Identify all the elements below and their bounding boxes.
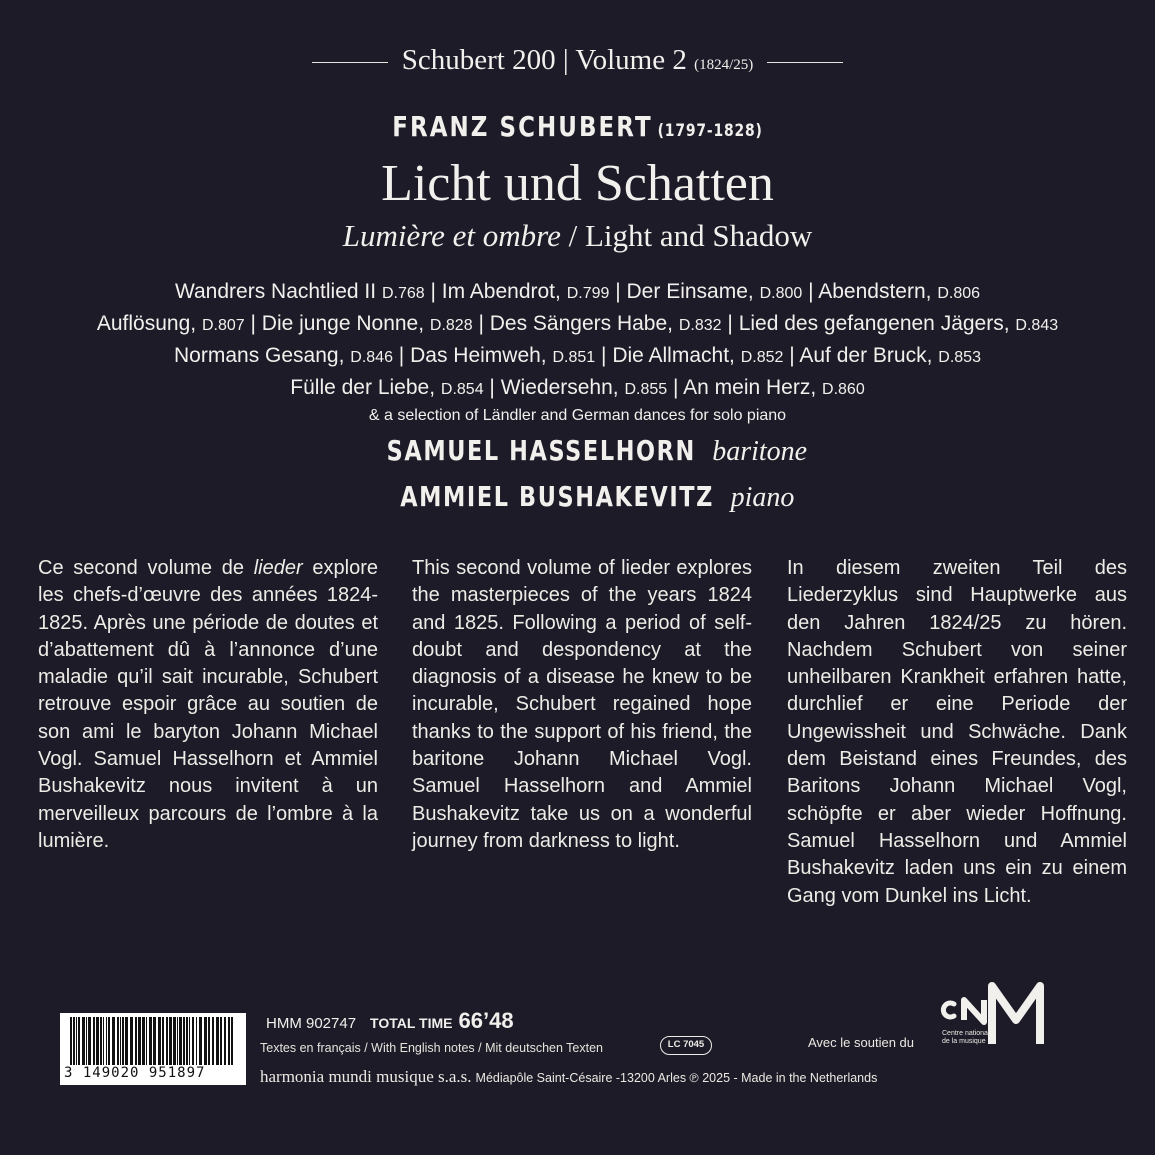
track-title: Auflösung, bbox=[96, 312, 197, 335]
track-separator: | bbox=[392, 344, 411, 367]
notes-german: In diesem zweiten Teil des Liederzyklus sind Hauptwerke aus den Jahren 1824/25 zu hören. Nachdem Schubert von seiner unheilbaren Krankheit erfahren hatte, durchlief er eine Periode der Ungewissheit und Schwäche. Dank dem Beistand eines Freundes, des Baritons Johann Michael Vogl, schöpfte er aber wieder Hoffnung. Samuel Hasselhorn und Ammiel Bushakevitz laden uns ein zu einem Gang vom Dunkel ins Licht. bbox=[787, 557, 1127, 907]
barcode-bar bbox=[228, 1017, 230, 1065]
barcode-bar bbox=[189, 1017, 190, 1065]
barcode-bar bbox=[130, 1017, 133, 1065]
track-separator: | bbox=[244, 312, 262, 335]
track-title: Die Allmacht, bbox=[612, 344, 735, 367]
performer-name: SAMUEL HASSELHORN bbox=[386, 434, 696, 467]
track-separator: | bbox=[609, 280, 627, 303]
header-rule-left bbox=[312, 62, 388, 64]
series-header: Schubert 200 | Volume 2 (1824/25) bbox=[0, 44, 1155, 77]
barcode-bar bbox=[179, 1017, 182, 1065]
barcode-bar bbox=[100, 1017, 102, 1065]
barcode-bar bbox=[135, 1017, 137, 1065]
performer-role: piano bbox=[730, 482, 795, 513]
track-deutsch-number: D.852 bbox=[740, 349, 784, 366]
track-title: Die junge Nonne, bbox=[261, 312, 425, 335]
track-deutsch-number: D.853 bbox=[938, 349, 981, 366]
barcode-bar bbox=[93, 1017, 95, 1065]
track-separator: | bbox=[802, 280, 819, 303]
track-deutsch-number: D.860 bbox=[822, 381, 865, 398]
track-title: Im Abendrot, bbox=[441, 280, 561, 303]
barcode-bar bbox=[106, 1017, 107, 1065]
performers bbox=[0, 434, 1155, 526]
track-deutsch-number: D.807 bbox=[201, 317, 245, 334]
performer-baritone bbox=[0, 434, 1155, 480]
track-separator: | bbox=[667, 376, 684, 399]
barcode-bar bbox=[76, 1017, 77, 1065]
total-time: 66’48 bbox=[458, 1008, 514, 1033]
track-title: Der Einsame, bbox=[626, 280, 754, 303]
track-title: Abendstern, bbox=[818, 280, 932, 303]
track-deutsch-number: D.799 bbox=[566, 285, 610, 302]
barcode-number: 3 149020 951897 bbox=[64, 1065, 206, 1081]
support-text: Avec le soutien du bbox=[808, 1035, 914, 1050]
barcode-bar bbox=[73, 1017, 75, 1065]
barcode-bar bbox=[199, 1017, 202, 1065]
barcode-bar bbox=[108, 1017, 110, 1065]
barcode-bar bbox=[162, 1017, 164, 1065]
subtitle-french: Lumière et ombre bbox=[342, 218, 561, 253]
notes-french-rest: explore les chefs-d’œuvre des années 1824-1825. Après une période de doutes et d’abattement dû à l’annonce d’une maladie qu’il sait incurable, Schubert retrouve espoir grâce au soutien de son ami le baryton Johann Michael Vogl. Samuel Hasselhorn et Ammiel Bushakevitz nous invitent à un merveilleux parcours de l’ombre à la lumière. bbox=[38, 557, 378, 852]
track-deutsch-number: D.846 bbox=[350, 349, 393, 366]
track-deutsch-number: D.851 bbox=[552, 349, 596, 366]
label-code-badge: LC 7045 bbox=[660, 1036, 712, 1055]
barcode-bar bbox=[212, 1017, 214, 1065]
track-deutsch-number: D.828 bbox=[429, 317, 473, 334]
header-rule-right bbox=[767, 62, 843, 64]
label-address: Médiapôle Saint-Césaire -13200 Arles ℗ 2025 - Made in the Netherlands bbox=[475, 1071, 878, 1085]
track-deutsch-number: D.800 bbox=[759, 285, 803, 302]
track-separator: | bbox=[595, 344, 613, 367]
barcode-bar bbox=[153, 1017, 156, 1065]
track-title: An mein Herz, bbox=[683, 376, 817, 399]
track-title: Fülle der Liebe, bbox=[290, 376, 436, 399]
track-title: Wiedersehn, bbox=[500, 376, 619, 399]
track-deutsch-number: D.768 bbox=[381, 285, 425, 302]
track-title: Lied des gefangenen Jägers, bbox=[738, 312, 1010, 335]
track-list bbox=[0, 277, 1155, 427]
barcode-bar bbox=[146, 1017, 147, 1065]
track-separator: | bbox=[721, 312, 739, 335]
barcode-bar bbox=[70, 1017, 72, 1065]
languages-line: Textes en français / With English notes / Mit deutschen Texten bbox=[260, 1041, 603, 1055]
cnm-line: de la musique bbox=[942, 1038, 986, 1045]
barcode-bar bbox=[103, 1017, 104, 1065]
barcode-bar bbox=[220, 1017, 222, 1065]
barcode-bar bbox=[138, 1017, 141, 1065]
barcode-bar bbox=[117, 1017, 119, 1065]
album-subtitle bbox=[0, 218, 1155, 254]
barcode-bar bbox=[166, 1017, 168, 1065]
track-title: Das Heimweh, bbox=[410, 344, 547, 367]
barcode-bar bbox=[208, 1017, 210, 1065]
label-line bbox=[260, 1067, 877, 1087]
barcode bbox=[60, 1013, 246, 1085]
track-title: Des Sängers Habe, bbox=[489, 312, 674, 335]
track-separator: | bbox=[472, 312, 490, 335]
barcode-bar bbox=[224, 1017, 226, 1065]
track-deutsch-number: D.854 bbox=[440, 381, 484, 398]
track-deutsch-number: D.806 bbox=[937, 285, 981, 302]
barcode-bar bbox=[120, 1017, 121, 1065]
series-name: Schubert 200 bbox=[401, 44, 556, 76]
subtitle-separator: / bbox=[568, 218, 578, 253]
track-separator: | bbox=[783, 344, 800, 367]
track-deutsch-number: D.832 bbox=[678, 317, 722, 334]
composer-name: FRANZ SCHUBERT bbox=[392, 110, 653, 143]
notes-english: This second volume of lieder explores the masterpieces of the years 1824 and 1825. Following a period of self-doubt and despondency at the diagnosis of a disease he knew to be incurable, Schubert regained hope thanks to the support of his friend, the baritone Johann Michael Vogl. Samuel Hasselhorn and Ammiel Bushakevitz take us on a wonderful journey from darkness to light. bbox=[412, 557, 752, 852]
barcode-bar bbox=[96, 1017, 99, 1065]
barcode-bar bbox=[142, 1017, 145, 1065]
track-separator: | bbox=[483, 376, 501, 399]
barcode-bar bbox=[216, 1017, 219, 1065]
subtitle-english: Light and Shadow bbox=[584, 218, 813, 253]
barcode-bar bbox=[192, 1017, 194, 1065]
catalog-info bbox=[266, 1008, 514, 1034]
barcode-bar bbox=[149, 1017, 152, 1065]
barcode-bar bbox=[112, 1017, 115, 1065]
barcode-bar bbox=[88, 1017, 91, 1065]
barcode-bar bbox=[82, 1017, 85, 1065]
track-list-note: & a selection of Ländler and German dances for solo piano bbox=[368, 407, 787, 424]
barcode-bar bbox=[78, 1017, 80, 1065]
barcode-bar bbox=[186, 1017, 188, 1065]
volume-label: Volume 2 bbox=[575, 44, 687, 76]
performer-name: AMMIEL BUSHAKEVITZ bbox=[399, 480, 714, 513]
notes-french bbox=[38, 555, 378, 855]
track-title: Wandrers Nachtlied II bbox=[174, 280, 377, 303]
notes-french-start: Ce second volume de bbox=[38, 557, 254, 579]
barcode-bar bbox=[122, 1017, 124, 1065]
performer-role: baritone bbox=[712, 436, 808, 467]
barcode-bar bbox=[169, 1017, 172, 1065]
barcode-bar bbox=[86, 1017, 87, 1065]
composer-line bbox=[104, 110, 1051, 143]
track-line bbox=[0, 341, 1155, 373]
barcode-bar bbox=[173, 1017, 176, 1065]
track-deutsch-number: D.855 bbox=[624, 381, 668, 398]
track-line bbox=[0, 373, 1155, 405]
barcode-bar bbox=[177, 1017, 178, 1065]
barcode-bar bbox=[125, 1017, 128, 1065]
catalog-number: HMM 902747 bbox=[266, 1015, 357, 1032]
composer-dates: (1797-1828) bbox=[657, 121, 763, 141]
track-lines bbox=[0, 277, 1155, 405]
album-title: Licht und Schatten bbox=[381, 155, 774, 212]
barcode-bar bbox=[231, 1017, 233, 1065]
total-time-label: TOTAL TIME bbox=[370, 1015, 453, 1031]
barcode-bar bbox=[196, 1017, 197, 1065]
cnm-line: Centre national bbox=[942, 1030, 990, 1037]
barcode-bar bbox=[204, 1017, 207, 1065]
track-title: Auf der Bruck, bbox=[799, 344, 933, 367]
cnm-caption bbox=[942, 1030, 989, 1046]
volume-years: (1824/25) bbox=[694, 57, 754, 73]
barcode-bars bbox=[70, 1017, 236, 1065]
track-deutsch-number: D.843 bbox=[1015, 317, 1059, 334]
performer-piano bbox=[0, 480, 1155, 526]
track-title: Normans Gesang, bbox=[174, 344, 345, 367]
track-line bbox=[0, 277, 1155, 309]
track-line bbox=[0, 309, 1155, 341]
notes-french-italic: lieder bbox=[253, 557, 303, 579]
label-name: harmonia mundi musique s.a.s. bbox=[260, 1067, 472, 1086]
barcode-bar bbox=[158, 1017, 161, 1065]
barcode-bar bbox=[183, 1017, 185, 1065]
track-separator: | bbox=[424, 280, 442, 303]
